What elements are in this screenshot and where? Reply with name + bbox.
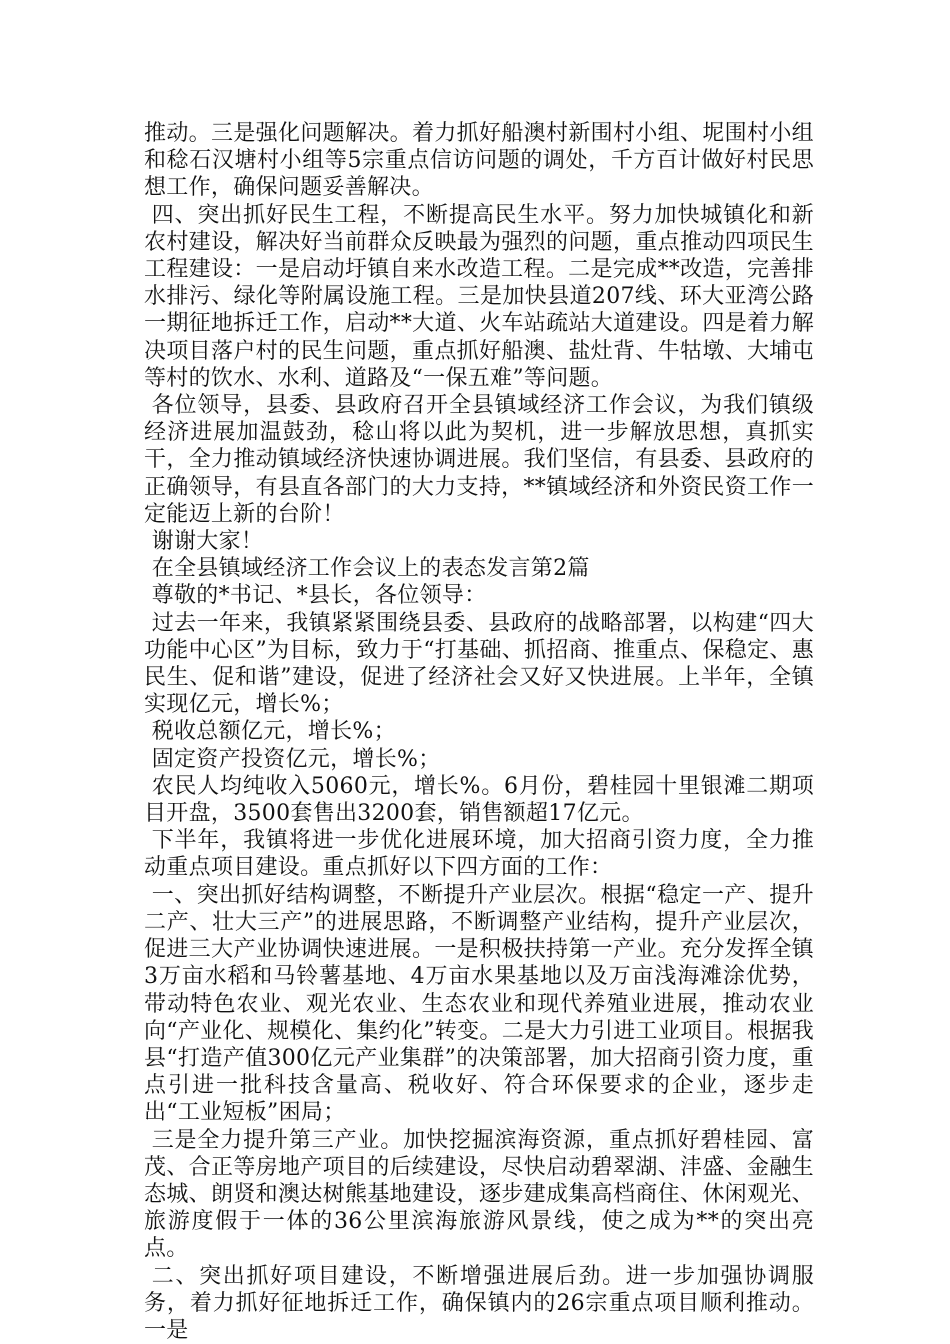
paragraph-2: 四、突出抓好民生工程，不断提高民生水平。努力加快城镇化和新农村建设，解决好当前群众反映最为强烈的问题，重点推动四项民生工程建设：一是启动圩镇自来水改造工程。二是完成**改造，完善排水排污、绿化等附属设施工程。三是加快县道207线、环大亚湾公路一期征地拆迁工作，启动**大道、火车站疏站大道建设。四是着力解决项目落户村的民生问题，重点抓好船澳、盐灶背、牛牯墩、大埔屯等村的饮水、水利、道路及“一保五难”等问题。 (144, 202, 814, 391)
paragraph-8: 税收总额亿元，增长%； (151, 719, 396, 745)
paragraph-4: 谢谢大家！ (151, 529, 264, 555)
paragraph-11: 下半年，我镇将进一步优化进展环境，加大招商引资力度，全力推动重点项目建设。重点抓好以下四方面的工作： (144, 828, 814, 881)
paragraph-1: 推动。三是强化问题解决。着力抓好船澳村新围村小组、坭围村小组和稔石汉塘村小组等5宗重点信访问题的调处，千方百计做好村民思想工作，确保问题妥善解决。 (144, 121, 814, 201)
paragraph-3: 各位领导，县委、县政府召开全县镇域经济工作会议，为我们镇级经济进展加温鼓劲，稔山将以此为契机，进一步解放思想，真抓实干，全力推动镇域经济快速协调进展。我们坚信，有县委、县政府的正确领导，有县直各部门的大力支持，**镇域经济和外资民资工作一定能迈上新的台阶！ (144, 393, 814, 527)
salutation: 尊敬的*书记、*县长，各位领导： (151, 583, 487, 609)
paragraph-13: 三是全力提升第三产业。加快挖掘滨海资源，重点抓好碧桂园、富茂、合正等房地产项目的后续建设，尽快启动碧翠湖、沣盛、金融生态城、朗贤和澳达树熊基地建设，逐步建成集高档商住、休闲观光、旅游度假于一体的36公里滨海旅游风景线，使之成为**的突出亮点。 (144, 1127, 814, 1262)
paragraph-9: 固定资产投资亿元，增长%； (151, 746, 441, 772)
document-body (144, 120, 814, 1344)
paragraph-7: 过去一年来，我镇紧紧围绕县委、县政府的战略部署，以构建“四大功能中心区”为目标，致力于“打基础、抓招商、推重点、保稳定、惠民生、促和谐”建设，促进了经济社会又好又快进展。上半年，全镇实现亿元，增长%； (144, 610, 814, 718)
paragraph-10: 农民人均纯收入5060元，增长%。6月份，碧桂园十里银滩二期项目开盘，3500套售出3200套，销售额超17亿元。 (144, 773, 814, 827)
paragraph-14: 二、突出抓好项目建设，不断增强进展后劲。进一步加强协调服务，着力抓好征地拆迁工作，确保镇内的26宗重点项目顺利推动。一是 (144, 1263, 814, 1343)
section-heading: 在全县镇域经济工作会议上的表态发言第2篇 (151, 556, 590, 582)
paragraph-12: 一、突出抓好结构调整，不断提升产业层次。根据“稳定一产、提升二产、壮大三产”的进展思路，不断调整产业结构，提升产业层次，促进三大产业协调快速进展。一是积极扶持第一产业。充分发挥全镇3万亩水稻和马铃薯基地、4万亩水果基地以及万亩浅海滩涂优势，带动特色农业、观光农业、生态农业和现代养殖业进展，推动农业向“产业化、规模化、集约化”转变。二是大力引进工业项目。根据我县“打造产值300亿元产业集群”的决策部署，加大招商引资力度，重点引进一批科技含量高、税收好、符合环保要求的企业，逐步走出“工业短板”困局； (144, 882, 814, 1126)
